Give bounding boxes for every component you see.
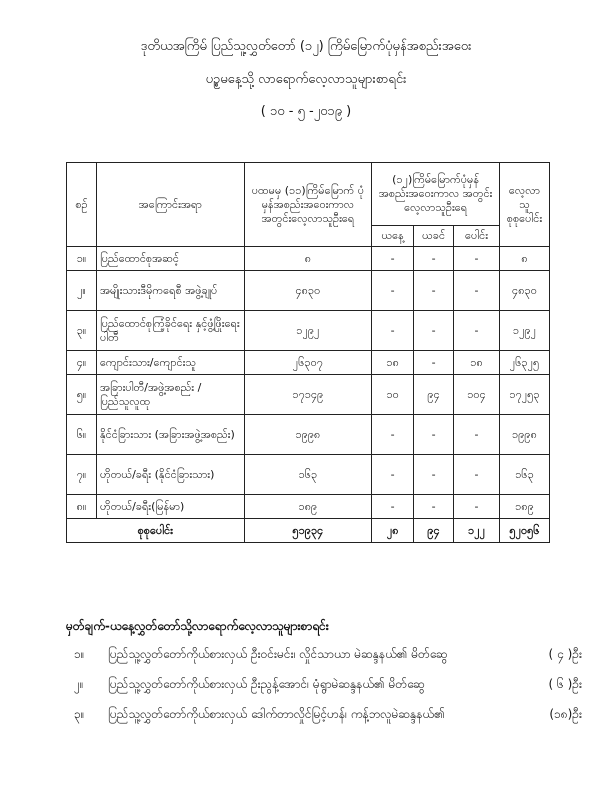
note-num: ၃။: [74, 707, 85, 721]
document-subtitle: ပဉ္စမနေ့သို့ လာရောက်လေ့လာသူများစာရင်း: [205, 72, 407, 87]
table-row: [67, 351, 550, 375]
note-count: ( ၆ )ဦး: [548, 677, 582, 691]
cell-prev: ၁၆၃: [244, 455, 372, 495]
cell-subject: ပြည်ထောင်စုအဆင့်: [96, 247, 244, 271]
note-item: [66, 646, 582, 676]
cell-prev: ၂၆၃၀၇: [244, 351, 372, 375]
cell-no: ၃။: [67, 311, 97, 351]
cell-total: ၁၇၂၅၃: [499, 375, 549, 415]
document-title: ဒုတိယအကြိမ် ပြည်သူ့လွှတ်တော် (၁၂) ကြိမ်မြောက်ပုံမှန်အစည်းအဝေး: [140, 39, 472, 54]
note-item: [66, 676, 582, 706]
cell-prev: ၁၇၁၄၉: [244, 375, 372, 415]
cell-subject: ဟိုတယ်/ခရီး(မြန်မာ): [96, 495, 244, 519]
cell-total: ၂၆၃၂၅: [499, 351, 549, 375]
cell-total: ၁၂၉၂: [499, 311, 549, 351]
cell-subject: အခြားပါတီ/အဖွဲ့အစည်း / ပြည်သူလူထု: [96, 375, 244, 415]
cell-no: ၆။: [67, 415, 97, 455]
notes-title: မှတ်ချက်-ယနေ့လွှတ်တော်သို့လာရောက်လေ့လာသူများစာရင်း: [66, 619, 329, 633]
cell-yesterday: -: [414, 247, 454, 271]
cell-subtotal: ၁၀၄: [454, 375, 500, 415]
cell-today: ၁၈: [372, 351, 414, 375]
cell-total: ၄၈၃၀: [499, 271, 549, 311]
table-row: [67, 375, 550, 415]
cell-yesterday: -: [414, 455, 454, 495]
total-subtotal: ၁၂၂: [454, 519, 500, 543]
notes-section: [66, 618, 582, 736]
cell-no: ၅။: [67, 375, 97, 415]
cell-prev: ၁၈၉: [244, 495, 372, 519]
cell-total: ၁၈၉: [499, 495, 549, 519]
header-today: ယနေ့: [372, 226, 414, 247]
cell-yesterday: -: [414, 271, 454, 311]
cell-no: ၄။: [67, 351, 97, 375]
total-prev: ၅၁၉၃၄: [244, 519, 372, 543]
table-row: [67, 455, 550, 495]
cell-today: ၁၀: [372, 375, 414, 415]
note-num: ၁။: [74, 647, 85, 661]
cell-subject: ကျောင်းသား/ကျောင်းသူ: [96, 351, 244, 375]
cell-prev: ၁၉၉၈: [244, 415, 372, 455]
cell-subject: အမျိုးသားဒီမိုကရေစီ အဖွဲ့ချုပ်: [96, 271, 244, 311]
cell-today: -: [372, 495, 414, 519]
total-today: ၂၈: [372, 519, 414, 543]
cell-total: ၁၆၃: [499, 455, 549, 495]
document-date: ( ၁၀ - ၅ -၂၀၁၉ ): [260, 104, 352, 119]
table-row: [67, 495, 550, 519]
total-label: စုစုပေါင်း: [67, 519, 245, 543]
table-row: [67, 415, 550, 455]
note-text: ပြည်သူ့လွှတ်တော်ကိုယ်စားလှယ် ဦးညွန့်အောင်၊ မုံရွာမဲဆန္ဒနယ်၏ မိတ်ဆွေ: [108, 677, 425, 691]
cell-subject: နိုင်ငံခြားသား (အခြားအဖွဲ့အစည်း): [96, 415, 244, 455]
cell-prev: ၁၂၉၂: [244, 311, 372, 351]
cell-today: -: [372, 311, 414, 351]
table-row: [67, 271, 550, 311]
cell-today: -: [372, 415, 414, 455]
note-item: [66, 706, 582, 736]
total-row: [67, 519, 550, 543]
visitor-table: [66, 162, 550, 543]
cell-yesterday: -: [414, 495, 454, 519]
cell-no: ၇။: [67, 455, 97, 495]
total-grand: ၅၂၀၅၆: [499, 519, 549, 543]
header-row: [67, 163, 550, 226]
header-no: စဉ်: [67, 163, 97, 247]
cell-prev: ၄၈၃၀: [244, 271, 372, 311]
cell-subtotal: ၁၈: [454, 351, 500, 375]
note-count: (၁၈)ဦး: [549, 707, 582, 721]
cell-subtotal: -: [454, 311, 500, 351]
note-num: ၂။: [74, 677, 84, 691]
cell-total: ၁၉၉၈: [499, 415, 549, 455]
cell-no: ၂။: [67, 271, 97, 311]
note-count: ( ၄ )ဦး: [548, 647, 582, 661]
cell-today: -: [372, 271, 414, 311]
cell-yesterday: -: [414, 311, 454, 351]
table-row: [67, 247, 550, 271]
header-yesterday: ယခင်: [414, 226, 454, 247]
table-row: [67, 311, 550, 351]
cell-yesterday: ၉၄: [414, 375, 454, 415]
cell-prev: ၈: [244, 247, 372, 271]
cell-subtotal: -: [454, 415, 500, 455]
note-text: ပြည်သူ့လွှတ်တော်ကိုယ်စားလှယ် ဦးဝင်းမင်း၊ လှိုင်သာယာ မဲဆန္ဒနယ်၏ မိတ်ဆွေ: [108, 647, 448, 661]
cell-subtotal: -: [454, 455, 500, 495]
cell-today: -: [372, 455, 414, 495]
cell-subject: ပြည်ထောင်စုကြံ့ခိုင်ရေး နှင့်ဖွံ့ဖြိုးရေးပါတီ: [96, 311, 244, 351]
cell-subtotal: -: [454, 495, 500, 519]
cell-subtotal: -: [454, 247, 500, 271]
note-text: ပြည်သူ့လွှတ်တော်ကိုယ်စားလှယ် ဒေါက်တာလှိုင်မြင့်ဟန်၊ ကန့်ဘလူမဲဆန္ဒနယ်၏: [108, 707, 445, 721]
header-subtotal: ပေါင်း: [454, 226, 500, 247]
cell-no: ၁။: [67, 247, 97, 271]
cell-subtotal: -: [454, 271, 500, 311]
cell-total: ၈: [499, 247, 549, 271]
cell-yesterday: -: [414, 351, 454, 375]
header-previous: ပထမမှ (၁၁)ကြိမ်မြောက် ပုံမှန်အစည်းအဝေးကာလ အတွင်းလေ့လာသူဦးရေ: [244, 163, 372, 247]
header-grand-total: လေ့လာ သူ စုစုပေါင်း: [499, 163, 549, 247]
total-yesterday: ၉၄: [414, 519, 454, 543]
header-current-session: (၁၂)ကြိမ်မြောက်ပုံမှန် အစည်းအဝေးကာလ အတွင်းလေ့လာသူဦးရေ: [372, 163, 500, 226]
cell-today: -: [372, 247, 414, 271]
cell-subject: ဟိုတယ်/ခရီး (နိုင်ငံခြားသား): [96, 455, 244, 495]
cell-no: ၈။: [67, 495, 97, 519]
header-subject: အကြောင်းအရာ: [96, 163, 244, 247]
cell-yesterday: -: [414, 415, 454, 455]
